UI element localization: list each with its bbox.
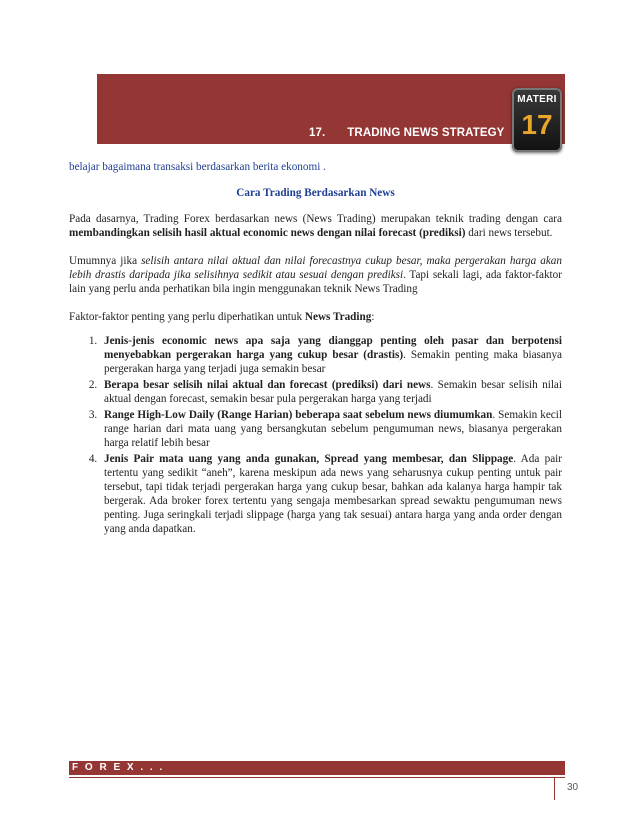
para2-italic: selisih antara nilai aktual dan nilai forecastnya cukup besar, maka pergerakan harga akan lebih drastis daripada jika selisihnya sedikit atau sesuai dengan prediksi <box>69 255 562 281</box>
factor-2-bold: Berapa besar selisih nilai aktual dan forecast (prediksi) dari news <box>104 379 431 391</box>
page-number-box <box>554 778 565 800</box>
intro-line: belajar bagaimana transaksi berdasarkan berita ekonomi . <box>69 161 326 173</box>
list-item <box>100 334 562 376</box>
page-number: 30 <box>567 782 579 793</box>
list-item <box>100 452 562 536</box>
para1-lead: Pada dasarnya, Trading Forex berdasarkan news (News Trading) merupakan teknik trading dengan cara <box>69 213 562 225</box>
factor-3-text: . Semakin kecil range harian dari mata uang yang bersangkutan sebelum pengumuman news, biasanya pergerakan harga relatif lebih besar <box>104 409 562 449</box>
factor-4-text: . Ada pair tertentu yang sedikit “aneh”, karena meskipun ada news yang seharusnya cukup penting untuk pair tersebut, tapi tidak terjadi pergerakan harga yang cukup besar, bahkan ada kalanya harga hampir tak bergerak. Ada broker forex tertentu yang sengaja membesarkan spread sewaktu pengumuman news penting. Juga seringkali terjadi slippage (harga yang tak sesuai) antara harga yang anda order dengan yang anda dapatkan. <box>104 453 563 535</box>
paragraph-selisih <box>69 254 562 296</box>
factors-intro-lead: Faktor-faktor penting yang perlu diperhatikan untuk <box>69 311 305 323</box>
list-item <box>100 408 562 450</box>
materi-badge <box>512 88 562 152</box>
para2-lead: Umumnya jika <box>69 255 142 267</box>
section-subheading: Cara Trading Berdasarkan News <box>236 187 395 199</box>
factor-1-text: . Semakin penting maka biasanya pergerakan harga yang terjadi juga semakin besar <box>104 349 563 375</box>
factors-intro <box>69 310 562 324</box>
factor-1-bold: Jenis-jenis economic news apa saja yang dianggap penting oleh pasar dan berpotensi menyebabkan pergerakan harga yang cukup besar (drastis) <box>104 335 562 361</box>
list-item <box>100 378 562 406</box>
factors-intro-bold: News Trading <box>304 311 372 323</box>
document-body <box>69 160 562 538</box>
chapter-number: 17. <box>309 127 326 139</box>
footer-divider <box>69 777 565 778</box>
factor-3-bold: Range High-Low Daily (Range Harian) beberapa saat sebelum news diumumkan <box>104 409 493 421</box>
badge-label: MATERI <box>517 94 557 105</box>
para1-tail: dari news tersebut. <box>465 227 553 239</box>
factor-2-text: . Semakin besar selisih nilai aktual dengan forecast, semakin besar pula pergerakan harga yang terjadi <box>104 379 562 405</box>
footer-label: F O R E X . . . <box>72 762 165 773</box>
factors-intro-tail: : <box>371 311 375 323</box>
chapter-title <box>309 127 504 139</box>
chapter-title-text: TRADING NEWS STRATEGY <box>347 127 505 139</box>
paragraph-news-trading <box>69 212 562 240</box>
para2-tail: . Tapi sekali lagi, ada faktor-faktor lain yang perlu anda perhatikan bila ingin menggunakan teknik News Trading <box>69 269 562 295</box>
factor-4-bold: Jenis Pair mata uang yang anda gunakan, Spread yang membesar, dan Slippage <box>104 453 514 465</box>
badge-number: 17 <box>521 109 553 140</box>
para1-bold: membandingkan selisih hasil aktual economic news dengan nilai forecast (prediksi) <box>69 227 466 239</box>
factors-list <box>69 334 562 536</box>
